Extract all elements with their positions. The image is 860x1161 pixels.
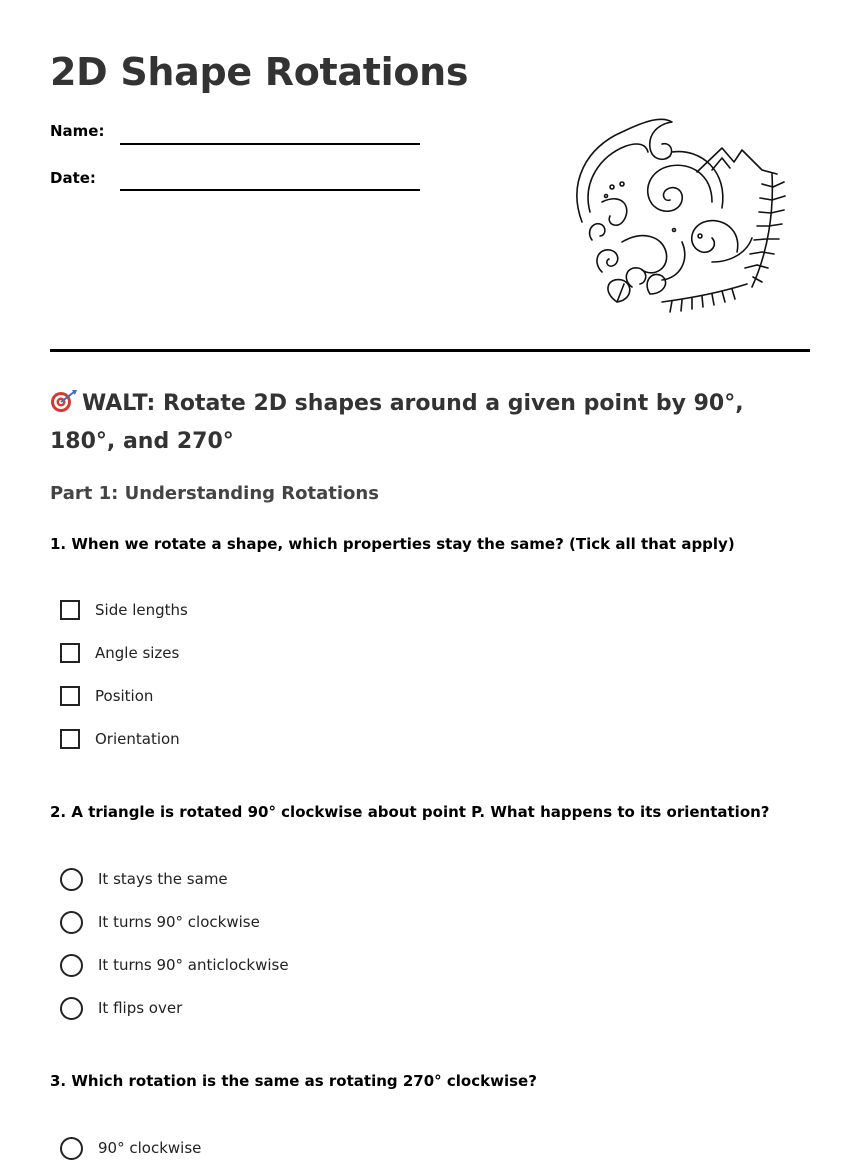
direct-hit-target-icon xyxy=(50,389,78,413)
radio-button[interactable] xyxy=(60,1137,83,1160)
q2-option-turns-clockwise[interactable] xyxy=(60,910,260,934)
option-label: It turns 90° anticlockwise xyxy=(98,956,289,974)
koru-wave-illustration xyxy=(562,112,792,317)
radio-button[interactable] xyxy=(60,868,83,891)
option-label: It flips over xyxy=(98,999,183,1017)
q1-option-orientation[interactable] xyxy=(60,727,180,751)
radio-button[interactable] xyxy=(60,997,83,1020)
q3-option-90-clockwise[interactable] xyxy=(60,1136,201,1160)
checkbox[interactable] xyxy=(60,600,80,620)
option-label: It turns 90° clockwise xyxy=(98,913,260,931)
q1-option-side-lengths[interactable] xyxy=(60,598,188,622)
checkbox[interactable] xyxy=(60,643,80,663)
q2-option-turns-anticlockwise[interactable] xyxy=(60,953,289,977)
question-1: 1. When we rotate a shape, which properties stay the same? (Tick all that apply) xyxy=(50,535,735,553)
part-1-heading: Part 1: Understanding Rotations xyxy=(50,483,379,504)
worksheet-title: 2D Shape Rotations xyxy=(50,50,469,94)
date-label: Date: xyxy=(50,169,96,187)
question-3: 3. Which rotation is the same as rotating 270° clockwise? xyxy=(50,1072,537,1090)
header-divider xyxy=(50,349,810,352)
radio-button[interactable] xyxy=(60,911,83,934)
option-label: Angle sizes xyxy=(95,644,180,662)
checkbox[interactable] xyxy=(60,686,80,706)
q1-option-angle-sizes[interactable] xyxy=(60,641,179,665)
q2-option-flips-over[interactable] xyxy=(60,996,182,1020)
name-field[interactable] xyxy=(120,143,420,145)
option-label: Orientation xyxy=(95,730,180,748)
question-2: 2. A triangle is rotated 90° clockwise about point P. What happens to its orientation? xyxy=(50,803,770,821)
option-label: Position xyxy=(95,687,154,705)
name-label: Name: xyxy=(50,122,105,140)
checkbox[interactable] xyxy=(60,729,80,749)
radio-button[interactable] xyxy=(60,954,83,977)
option-label: 90° clockwise xyxy=(98,1139,202,1157)
walt-text: WALT: Rotate 2D shapes around a given point by 90°, 180°, and 270° xyxy=(50,391,744,454)
q1-option-position[interactable] xyxy=(60,684,153,708)
option-label: Side lengths xyxy=(95,601,188,619)
q2-option-stays-same[interactable] xyxy=(60,867,228,891)
option-label: It stays the same xyxy=(98,870,228,888)
walt-heading xyxy=(50,385,810,461)
date-field[interactable] xyxy=(120,189,420,191)
